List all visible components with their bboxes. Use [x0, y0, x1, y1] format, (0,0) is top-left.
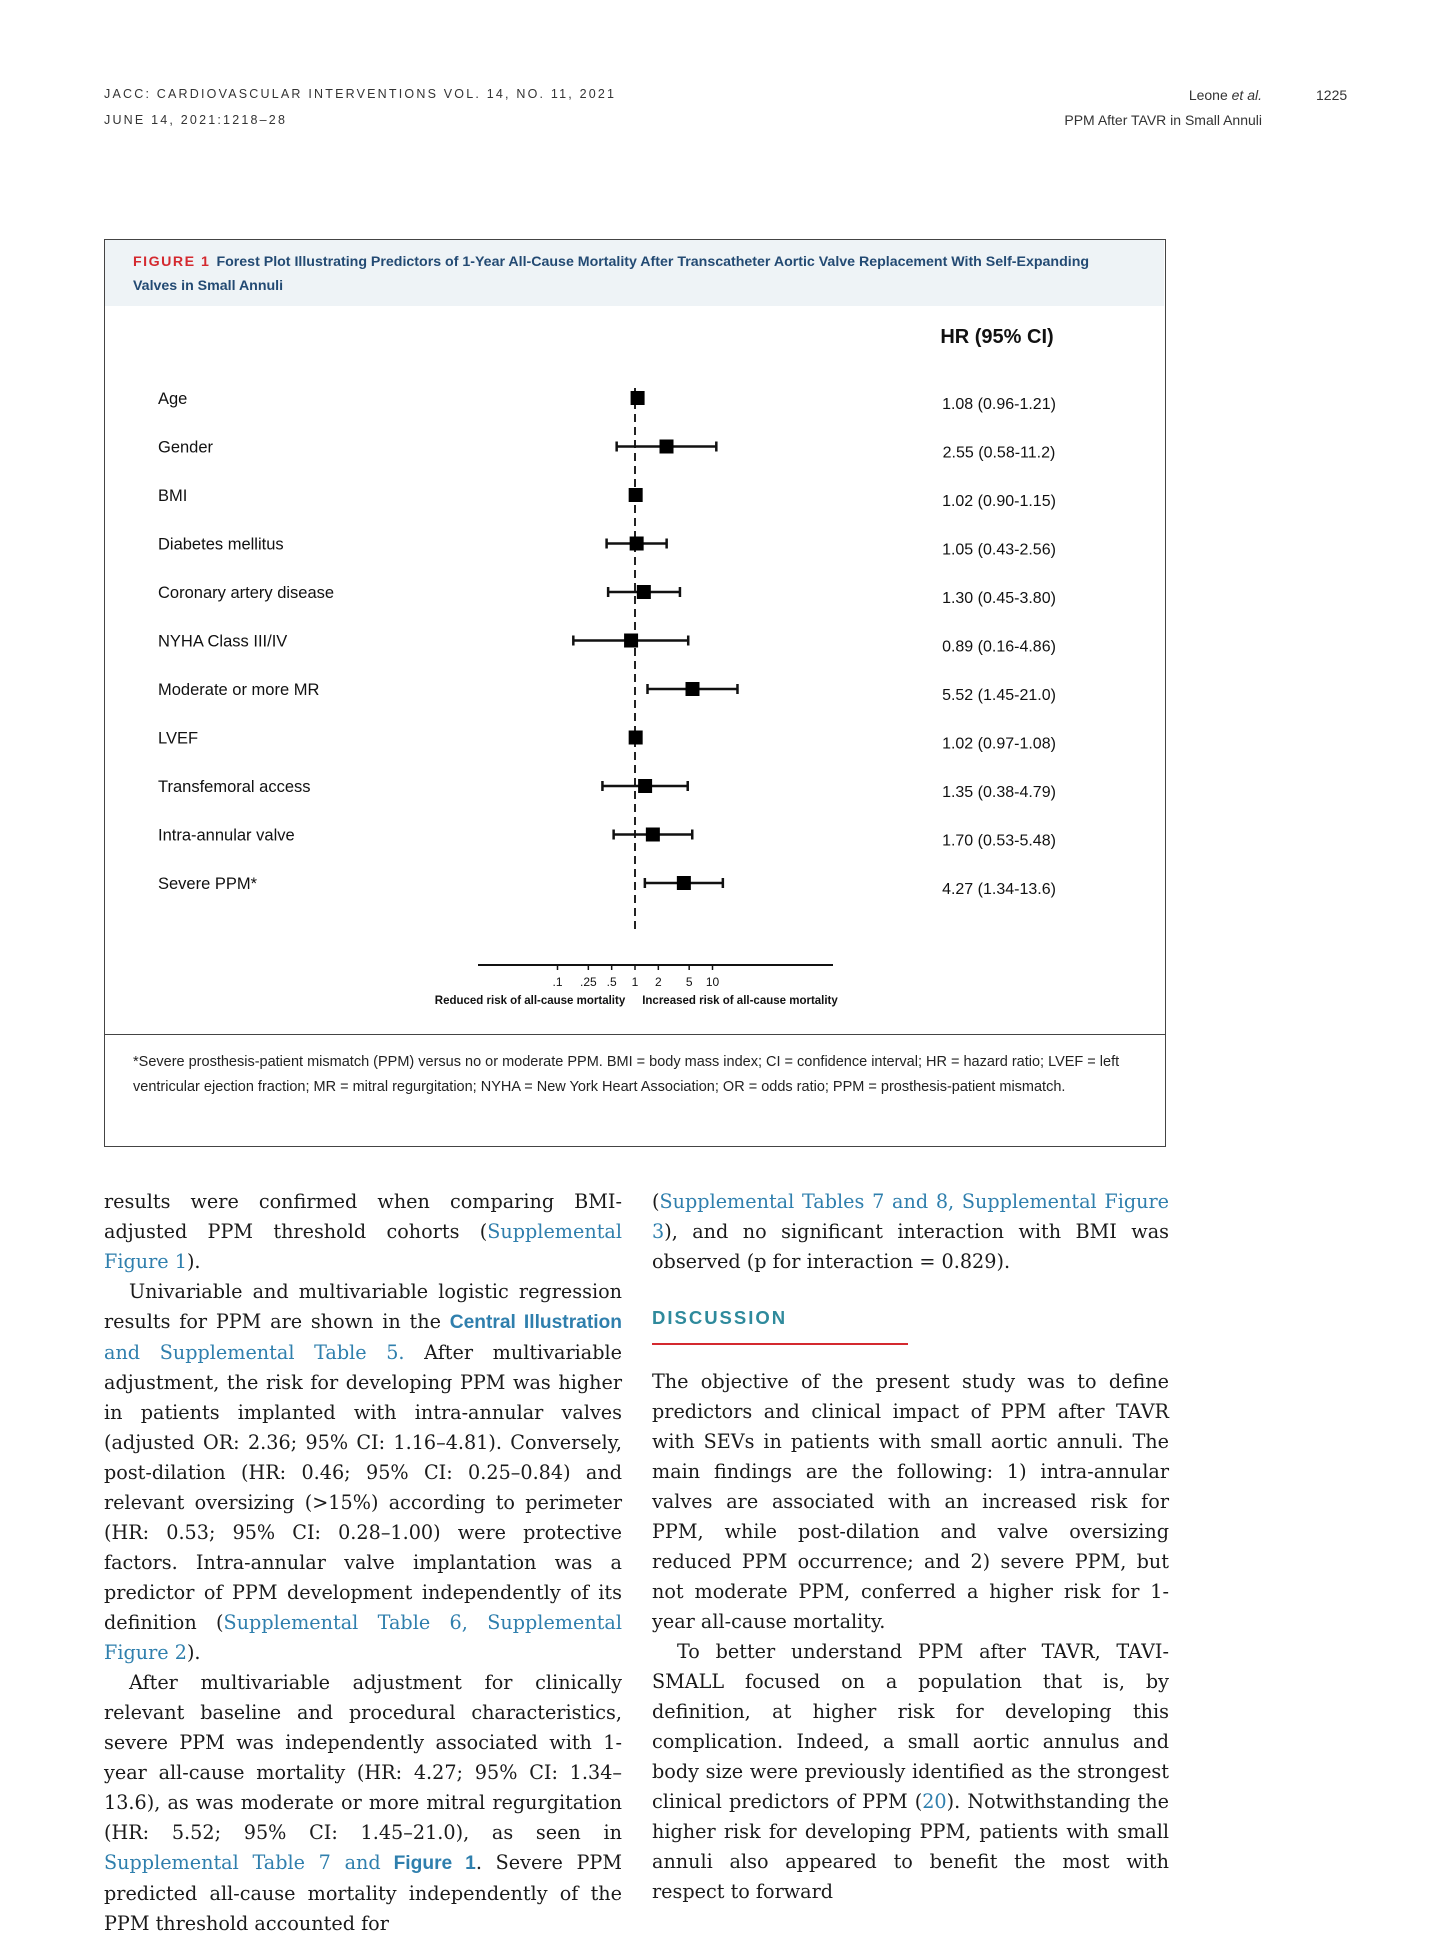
hr-value: 1.35 (0.38-4.79) [942, 784, 1056, 801]
tick-label: 10 [705, 975, 720, 989]
text-run: ). Notwithstanding the higher risk for developing PPM, patients with small annuli also appeared to benefit the most with respect to forward [652, 1790, 1169, 1903]
right-axis-label: Increased risk of all-cause mortality [642, 995, 838, 1007]
hr-point [638, 779, 652, 793]
hr-point [624, 634, 638, 648]
hr-point [686, 682, 700, 696]
supplemental-link[interactable]: Supplemental Table 7 and [104, 1851, 381, 1874]
right-paragraph-2: The objective of the present study was to define predictors and clinical impact of PPM after TAVR with SEVs in patients with small aortic annuli. The main findings are the following: 1) intra-annular valves are associated with an increased risk for PPM, while post-dilation and valve oversizing reduced PPM occurrence; and 2) severe PPM, but not moderate PPM, conferred a higher risk for 1-year all-cause mortality. [652, 1370, 1169, 1633]
discussion-heading: DISCUSSION [652, 1307, 788, 1328]
right-column-bottom [652, 1367, 1169, 1907]
tick-label: .25 [579, 975, 597, 989]
right-paragraph-1 [652, 1187, 1169, 1277]
hr-value: 1.70 (0.53-5.48) [942, 832, 1056, 850]
forest-row [158, 439, 1055, 462]
hr-point [637, 585, 651, 599]
hr-value: 2.55 (0.58-11.2) [942, 444, 1056, 462]
hr-value: 1.30 (0.45-3.80) [942, 590, 1056, 607]
text-run: ). [186, 1250, 201, 1273]
tick-label: 5 [685, 975, 693, 989]
right-paragraph-3 [652, 1637, 1169, 1907]
row-label: Severe PPM* [158, 875, 258, 893]
row-label: Diabetes mellitus [158, 535, 284, 554]
forest-row [158, 778, 1056, 801]
supplemental-link[interactable]: Supplemental Figure 1 [104, 1220, 622, 1273]
hr-point [660, 440, 674, 454]
hr-point [677, 876, 691, 890]
hr-value: 4.27 (1.34-13.6) [942, 881, 1056, 898]
tick-label: 1 [631, 975, 639, 989]
forest-row [158, 390, 1056, 413]
figure-caption-text: Forest Plot Illustrating Predictors of 1-Year All-Cause Mortality After Transcatheter Aortic Valve Replacement With Self-Expanding Valves in Small Annuli [133, 254, 1090, 294]
row-label: Transfemoral access [158, 778, 311, 796]
text-run: Univariable and multivariable logistic regression results for PPM are shown in the [104, 1280, 622, 1333]
text-run: After multivariable adjustment for clinically relevant baseline and procedural characteristics, severe PPM was independently associated with 1-year all-cause mortality (HR: 4.27; 95% CI: 1.34–13.6), as was moderate or more mitral regurgitation (HR: 5.52; 95% CI: 1.45–21.0), as seen in [104, 1671, 622, 1844]
author-etal: et al. [1231, 87, 1262, 103]
hr-point [629, 488, 643, 502]
text-run: . Severe PPM predicted all-cause mortality independently of the PPM threshold accounted for [104, 1851, 622, 1935]
forest-row [158, 681, 1056, 704]
central-illustration-link[interactable]: Central Illustration [449, 1312, 622, 1333]
figure-label: FIGURE 1 [133, 254, 211, 270]
reference-link[interactable]: 20 [922, 1790, 947, 1813]
left-axis-label: Reduced risk of all-cause mortality [434, 995, 626, 1007]
tick-label: .5 [606, 975, 617, 989]
left-paragraph-3 [104, 1668, 622, 1939]
hr-value: 1.05 (0.43-2.56) [942, 541, 1056, 559]
tick-label: 2 [654, 975, 662, 989]
forest-row [158, 827, 1056, 850]
row-label: Moderate or more MR [158, 681, 320, 699]
figure-link[interactable]: Figure 1 [380, 1853, 476, 1874]
forest-row [158, 875, 1056, 898]
row-label: Age [158, 390, 188, 408]
text-run: ( [652, 1190, 660, 1213]
figure-caption [133, 250, 1133, 298]
right-column-top [652, 1187, 1169, 1277]
forest-row [158, 487, 1056, 510]
figure-footnote: *Severe prosthesis-patient mismatch (PPM) versus no or moderate PPM. BMI = body mass index; CI = confidence interval; HR = hazard ratio; LVEF = left ventricular ejection fraction; MR = mitral regurgitation; NYHA = New York Heart Association; OR = odds ratio; PPM = prosthesis-patient mismatch. [133, 1054, 1120, 1095]
hr-point [631, 391, 645, 405]
forest-row [158, 730, 1056, 753]
footnote-divider [105, 1034, 1165, 1035]
issue-date: JUNE 14, 2021:1218–28 [104, 113, 288, 127]
tick-label: .1 [552, 975, 563, 989]
hr-value: 1.02 (0.97-1.08) [942, 735, 1056, 753]
left-column [104, 1187, 622, 1939]
row-label: BMI [158, 487, 188, 505]
hr-point [646, 828, 660, 842]
text-run: ). [186, 1641, 201, 1664]
author-name: Leone [1188, 87, 1228, 103]
forest-plot [105, 306, 1164, 1034]
running-author [900, 87, 1262, 103]
supplemental-link[interactable]: and Supplemental Table 5. [104, 1341, 405, 1364]
hr-point [629, 731, 643, 745]
row-label: Coronary artery disease [158, 584, 335, 602]
left-paragraph-2 [104, 1277, 622, 1668]
forest-row [158, 633, 1056, 656]
forest-row [158, 584, 1056, 607]
journal-header: JACC: CARDIOVASCULAR INTERVENTIONS VOL. 14, NO. 11, 2021 [104, 87, 617, 101]
hr-column-header: HR (95% CI) [940, 326, 1054, 348]
row-label: LVEF [158, 729, 199, 748]
hr-value: 5.52 (1.45-21.0) [942, 687, 1056, 704]
forest-rows [158, 388, 1056, 931]
figure-caption-band [105, 240, 1164, 306]
hr-point [630, 537, 644, 551]
text-run: After multivariable adjustment, the risk for developing PPM was higher in patients implanted with intra-annular valves (adjusted OR: 2.36; 95% CI: 1.16–4.81). Conversely, post-dilation (HR: 0.46; 95% CI: 0.25–0.84) and relevant oversizing (>15%) according to perimeter (HR: 0.53; 95% CI: 0.28–1.00) were protective factors. Intra-annular valve implantation was a predictor of PPM development independently of its definition ( [104, 1341, 622, 1634]
text-run: ), and no significant interaction with BMI was observed (p for interaction = 0.829). [652, 1220, 1169, 1273]
heading-rule [652, 1343, 908, 1345]
supplemental-link[interactable]: Supplemental Tables 7 and 8, Supplemental Figure 3 [652, 1190, 1169, 1243]
x-axis [478, 965, 833, 989]
row-label: Intra-annular valve [158, 826, 295, 845]
hr-value: 1.08 (0.96-1.21) [942, 396, 1056, 413]
hr-value: 0.89 (0.16-4.86) [942, 638, 1056, 656]
text-run: To better understand PPM after TAVR, TAVI-SMALL focused on a population that is, by definition, at higher risk for developing this complication. Indeed, a small aortic annulus and body size were previously identified as the strongest clinical predictors of PPM ( [652, 1640, 1169, 1813]
row-label: NYHA Class III/IV [158, 632, 288, 651]
forest-row [158, 536, 1056, 559]
row-label: Gender [158, 438, 214, 457]
page-number: 1225 [1316, 87, 1348, 103]
left-paragraph-1 [104, 1187, 622, 1277]
running-title: PPM After TAVR in Small Annuli [1064, 112, 1262, 128]
text-run: results were confirmed when comparing BMI-adjusted PPM threshold cohorts ( [104, 1190, 622, 1243]
hr-value: 1.02 (0.90-1.15) [942, 493, 1056, 510]
supplemental-link[interactable]: Supplemental Table 6, Supplemental Figure 2 [104, 1611, 622, 1664]
